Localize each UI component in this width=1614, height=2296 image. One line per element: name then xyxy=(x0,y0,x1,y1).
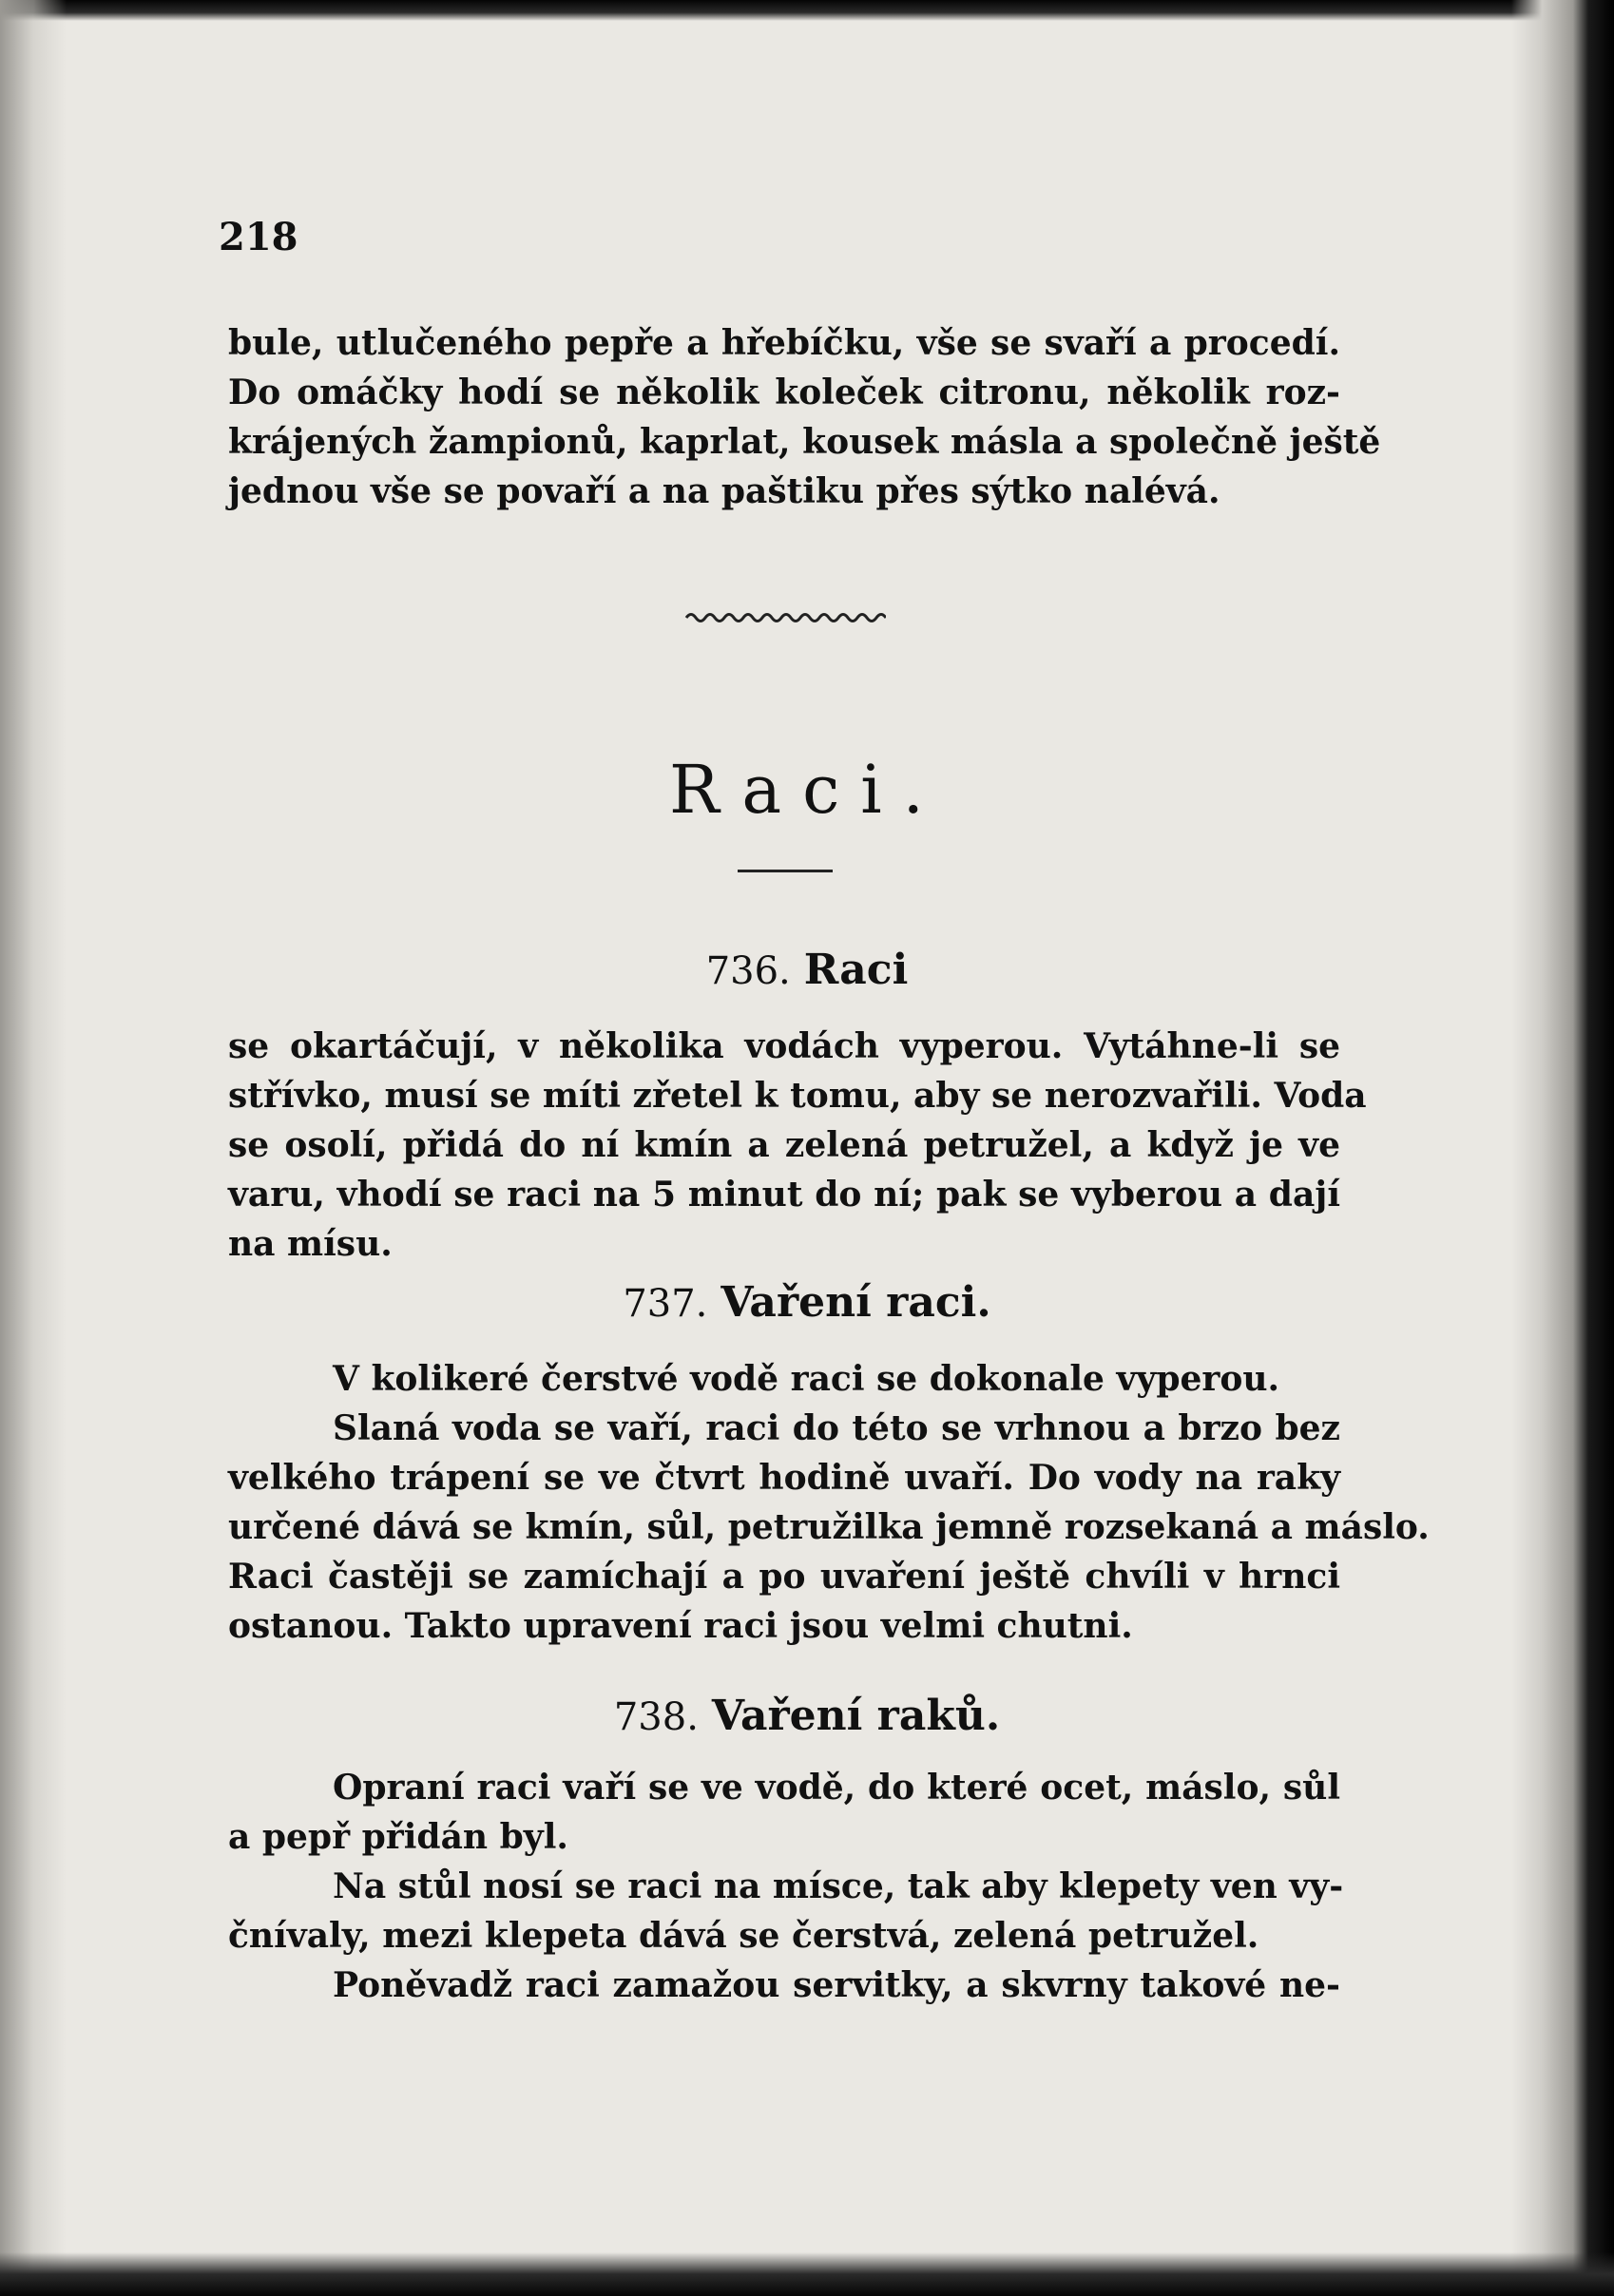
text-line: se okartáčují, v několika vodách vyperou. Vytáhne-li se xyxy=(228,1026,1340,1066)
recipe-heading-738 xyxy=(0,1692,1614,1740)
recipe-number: 738. xyxy=(613,1695,699,1739)
wavy-divider-ornament xyxy=(684,608,886,627)
text-line: a pepř přidán byl. xyxy=(228,1817,568,1857)
text-line: Poněvadž raci zamažou servitky, a skvrny takové ne- xyxy=(333,1965,1340,2005)
scan-edge-top xyxy=(0,0,1614,21)
recipe-heading-736 xyxy=(0,946,1614,994)
text-line: Do omáčky hodí se několik koleček citronu, několik roz- xyxy=(228,373,1340,412)
recipe-title: Vaření raci. xyxy=(721,1278,991,1327)
scan-edge-left xyxy=(0,0,67,2296)
text-line: na mísu. xyxy=(228,1224,393,1264)
recipe-number: 736. xyxy=(705,949,791,993)
scan-edge-right xyxy=(1511,0,1614,2296)
recipe-heading-737 xyxy=(0,1278,1614,1327)
scan-edge-bottom xyxy=(0,2252,1614,2296)
text-line: krájených žampionů, kaprlat, kousek másla a společně ještě xyxy=(228,422,1381,462)
recipe-title: Raci xyxy=(803,946,909,994)
text-line: určené dává se kmín, sůl, petružilka jemně rozsekaná a máslo. xyxy=(228,1507,1430,1547)
text-line: Slaná voda se vaří, raci do této se vrhnou a brzo bez xyxy=(333,1408,1340,1448)
text-line: čnívaly, mezi klepeta dává se čerstvá, zelená petružel. xyxy=(228,1916,1259,1956)
text-line: varu, vhodí se raci na 5 minut do ní; pak se vyberou a dají xyxy=(228,1175,1340,1215)
title-rule xyxy=(738,870,833,872)
text-line: Na stůl nosí se raci na mísce, tak aby klepety ven vy- xyxy=(333,1866,1344,1906)
text-line: jednou vše se povaří a na paštiku přes sýtko nalévá. xyxy=(228,471,1220,511)
text-line: ostanou. Takto upravení raci jsou velmi chutni. xyxy=(228,1606,1133,1646)
text-line: V kolikeré čerstvé vodě raci se dokonale vyperou. xyxy=(333,1359,1280,1399)
text-line: bule, utlučeného pepře a hřebíčku, vše se svaří a procedí. xyxy=(228,323,1340,363)
page-number: 218 xyxy=(219,215,298,259)
recipe-title: Vaření raků. xyxy=(711,1692,1001,1740)
text-line: velkého trápení se ve čtvrt hodině uvaří. Do vody na raky xyxy=(228,1458,1340,1498)
text-line: Raci častěji se zamíchají a po uvaření ještě chvíli v hrnci xyxy=(228,1557,1340,1597)
section-title: Raci. xyxy=(669,751,945,829)
text-line: se osolí, přidá do ní kmín a zelená petružel, a když je ve xyxy=(228,1125,1340,1165)
text-line: Opraní raci vaří se ve vodě, do které ocet, máslo, sůl xyxy=(333,1768,1340,1808)
text-line: střívko, musí se míti zřetel k tomu, aby se nerozvařili. Voda xyxy=(228,1076,1367,1116)
recipe-number: 737. xyxy=(623,1282,708,1326)
